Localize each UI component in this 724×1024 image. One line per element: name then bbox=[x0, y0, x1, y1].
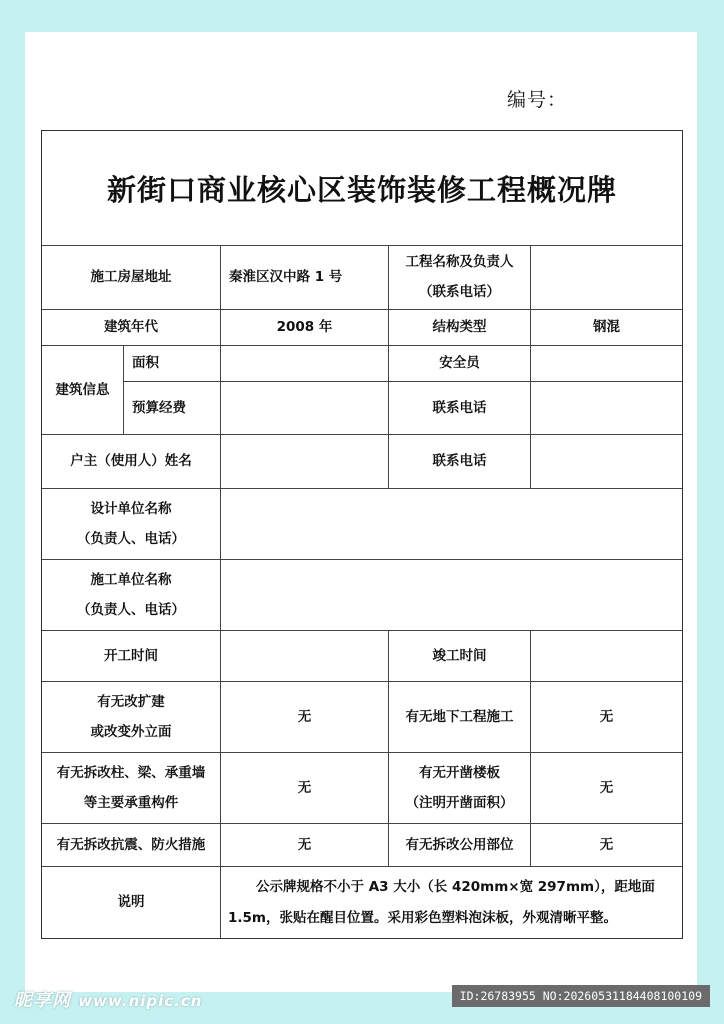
design-unit-label bbox=[42, 488, 220, 559]
load-bearing-value: 无 bbox=[297, 779, 312, 796]
note-line-1-text: 公示牌规格不小于 A3 大小（长 420mm×宽 297mm），距地面 bbox=[256, 879, 655, 895]
site-watermark bbox=[14, 986, 202, 1012]
construction-unit-label-line-1: 施工单位名称 bbox=[90, 571, 172, 588]
owner-name-label: 户主（使用人）姓名 bbox=[70, 453, 192, 469]
address-value: 秦淮区汉中路 1 号 bbox=[229, 269, 343, 285]
project-name-label-line-2: （联系电话） bbox=[419, 284, 500, 300]
build-year-label: 建筑年代 bbox=[104, 319, 158, 335]
construction-unit-label-line-2: （负责人、电话） bbox=[77, 601, 185, 618]
load-bearing-label bbox=[42, 752, 220, 823]
building-info-label: 建筑信息 bbox=[55, 381, 110, 398]
end-date-label: 竣工时间 bbox=[432, 647, 487, 664]
floor-slab-label-line-2: （注明开凿面积） bbox=[405, 794, 514, 811]
design-unit-label-line-2: （负责人、电话） bbox=[77, 530, 185, 547]
project-name-label-line-1: 工程名称及负责人 bbox=[405, 254, 514, 270]
load-bearing-label-line-2: 等主要承重构件 bbox=[83, 794, 179, 811]
seismic-fire-label: 有无拆改抗震、防火措施 bbox=[56, 836, 206, 853]
note-label: 说明 bbox=[117, 894, 145, 910]
expansion-label-line-1: 有无改扩建 bbox=[97, 693, 165, 710]
public-area-value: 无 bbox=[599, 836, 614, 853]
project-name-label bbox=[389, 245, 530, 309]
seismic-fire-value: 无 bbox=[297, 836, 312, 853]
expansion-label-line-2: 或改变外立面 bbox=[90, 723, 172, 740]
construction-unit-label bbox=[42, 559, 220, 630]
expansion-label bbox=[42, 681, 220, 752]
image-id-badge: ID:26783955 NO:20260531184408100109 bbox=[452, 985, 710, 1007]
owner-contact-label: 联系电话 bbox=[432, 453, 487, 469]
structure-type-value: 钢混 bbox=[593, 319, 620, 335]
safety-officer-label: 安全员 bbox=[439, 355, 480, 371]
expansion-value: 无 bbox=[297, 708, 312, 725]
budget-label: 预算经费 bbox=[132, 399, 186, 416]
note-line-1 bbox=[228, 872, 678, 903]
floor-slab-label-line-1: 有无开凿楼板 bbox=[419, 764, 500, 781]
area-label: 面积 bbox=[132, 355, 159, 371]
underground-label: 有无地下工程施工 bbox=[405, 708, 514, 725]
serial-number-label: 编号： bbox=[507, 89, 568, 111]
note-line-2: 1.5m，张贴在醒目位置。采用彩色塑料泡沫板，外观清晰平整。 bbox=[228, 910, 617, 926]
site-url: www.nipic.cn bbox=[78, 992, 203, 1010]
page-title: 新街口商业核心区装饰装修工程概况牌 bbox=[106, 173, 617, 207]
floor-slab-value: 无 bbox=[599, 779, 614, 796]
address-label: 施工房屋地址 bbox=[90, 269, 172, 285]
site-name: 昵享网 bbox=[14, 990, 71, 1011]
design-unit-label-line-1: 设计单位名称 bbox=[90, 500, 172, 517]
load-bearing-label-line-1: 有无拆改柱、梁、承重墙 bbox=[56, 764, 206, 781]
contact-phone-label: 联系电话 bbox=[432, 399, 487, 416]
note-text bbox=[228, 872, 678, 934]
start-date-label: 开工时间 bbox=[104, 647, 158, 664]
underground-value: 无 bbox=[599, 708, 614, 725]
public-area-label: 有无拆改公用部位 bbox=[405, 836, 514, 853]
column-divider bbox=[530, 245, 531, 488]
build-year-value: 2008 年 bbox=[276, 319, 333, 335]
floor-slab-label bbox=[389, 752, 530, 823]
structure-type-label: 结构类型 bbox=[432, 319, 487, 335]
